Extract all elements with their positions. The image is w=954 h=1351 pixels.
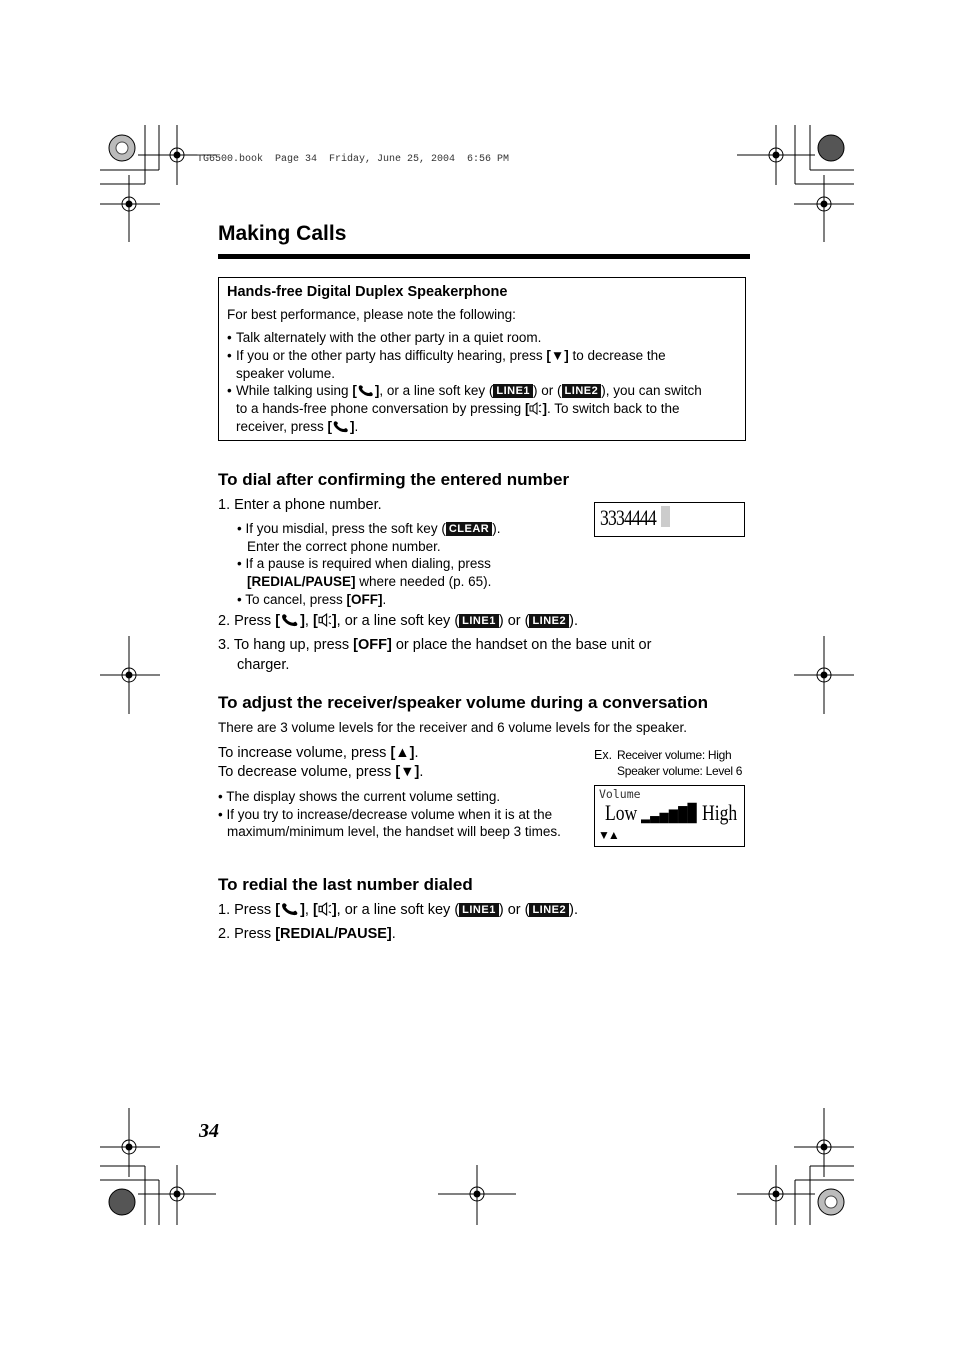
tip-bullet-1: • Talk alternately with the other party in a quiet room. bbox=[227, 330, 542, 345]
dial-note-2: • If a pause is required when dialing, press bbox=[237, 556, 491, 571]
tip-bullet-3-cont: to a hands-free phone conversation by pressing [ ]. To switch back to the bbox=[236, 401, 680, 416]
volume-note-2: • If you try to increase/decrease volume when it is at the bbox=[218, 807, 553, 822]
file-header: TG6500.book Page 34 Friday, June 25, 2004 6:56 PM bbox=[197, 154, 510, 165]
dial-note-1: • If you misdial, press the soft key ( CLEAR ). bbox=[237, 521, 501, 536]
tip-bullet-3: • While talking using [ ], or a line soft key ( LINE1 ) or ( LINE2 ), you can switch bbox=[227, 383, 702, 398]
volume-bar-1 bbox=[641, 820, 650, 823]
speakerphone-icon bbox=[318, 613, 332, 627]
redial-heading: To redial the last number dialed bbox=[218, 875, 473, 894]
title-rule bbox=[218, 254, 750, 259]
number-display bbox=[594, 502, 745, 537]
dial-note-2-cont: [REDIAL/PAUSE] where needed (p. 65). bbox=[247, 574, 492, 589]
dial-step-1: 1. Enter a phone number. bbox=[218, 497, 382, 513]
example-speaker: Speaker volume: Level 6 bbox=[617, 764, 743, 778]
tip-bullet-2-cont: speaker volume. bbox=[236, 366, 336, 381]
dial-step-3-cont: charger. bbox=[237, 657, 290, 673]
line1-key: LINE1 bbox=[459, 614, 499, 628]
volume-bar-5 bbox=[678, 806, 687, 823]
line1-key: LINE1 bbox=[493, 384, 533, 398]
volume-intro: There are 3 volume levels for the receiver and 6 volume levels for the speaker. bbox=[218, 720, 687, 735]
volume-bar-2 bbox=[650, 816, 659, 823]
page-number: 34 bbox=[199, 1120, 219, 1142]
talk-phone-icon bbox=[357, 384, 375, 397]
page-title: Making Calls bbox=[218, 222, 347, 245]
tip-bullet-2: • If you or the other party has difficulty hearing, press [▼] to decrease the bbox=[227, 348, 666, 363]
tip-heading: Hands-free Digital Duplex Speakerphone bbox=[227, 284, 508, 300]
volume-level-bars bbox=[641, 802, 697, 824]
tip-intro: For best performance, please note the following: bbox=[227, 307, 516, 322]
talk-phone-icon bbox=[332, 420, 350, 433]
dial-heading: To dial after confirming the entered number bbox=[218, 470, 570, 489]
dial-step-2: 2. Press [ ], [ ], or a line soft key ( LINE1 ) or ( LINE2 ). bbox=[218, 613, 578, 629]
line2-key: LINE2 bbox=[562, 384, 602, 398]
example-receiver: Receiver volume: High bbox=[617, 748, 732, 762]
volume-display-title: Volume bbox=[599, 787, 641, 801]
redial-step-1: 1. Press [ ], [ ], or a line soft key ( LINE1 ) or ( LINE2 ). bbox=[218, 902, 578, 918]
volume-high-label: High bbox=[702, 800, 738, 825]
clear-key: CLEAR bbox=[446, 522, 492, 536]
speakerphone-icon bbox=[529, 402, 542, 415]
cursor-block bbox=[661, 506, 670, 527]
volume-arrows: ▼▲ bbox=[598, 828, 618, 842]
volume-bar-6 bbox=[688, 803, 697, 823]
line2-key: LINE2 bbox=[529, 614, 569, 628]
dial-note-1-cont: Enter the correct phone number. bbox=[247, 539, 441, 554]
talk-phone-icon bbox=[280, 902, 300, 916]
redial-step-2: 2. Press [REDIAL/PAUSE]. bbox=[218, 926, 396, 942]
dial-note-3: • To cancel, press [OFF]. bbox=[237, 592, 387, 607]
volume-heading: To adjust the receiver/speaker volume during a conversation bbox=[218, 693, 709, 712]
volume-low-label: Low bbox=[605, 800, 638, 825]
volume-note-1: • The display shows the current volume setting. bbox=[218, 789, 501, 804]
tip-bullet-3-cont2: receiver, press [ ]. bbox=[236, 419, 359, 434]
speakerphone-icon bbox=[318, 902, 332, 916]
volume-note-2-cont: maximum/minimum level, the handset will beep 3 times. bbox=[227, 824, 561, 839]
line2-key: LINE2 bbox=[529, 903, 569, 917]
up-key: [▲] bbox=[390, 745, 415, 761]
down-key: [▼] bbox=[395, 764, 420, 780]
example-label: Ex. bbox=[594, 748, 613, 762]
talk-phone-icon bbox=[280, 613, 300, 627]
dial-step-3: 3. To hang up, press [OFF] or place the handset on the base unit or bbox=[218, 637, 652, 653]
down-key: [▼] bbox=[546, 348, 569, 363]
volume-decrease: To decrease volume, press [▼]. bbox=[218, 764, 424, 780]
volume-display bbox=[594, 785, 745, 847]
volume-bar-3 bbox=[660, 813, 669, 823]
volume-bar-4 bbox=[669, 810, 678, 823]
volume-increase: To increase volume, press [▲]. bbox=[218, 745, 419, 761]
dialed-number: 3334444 bbox=[600, 505, 656, 530]
line1-key: LINE1 bbox=[459, 903, 499, 917]
